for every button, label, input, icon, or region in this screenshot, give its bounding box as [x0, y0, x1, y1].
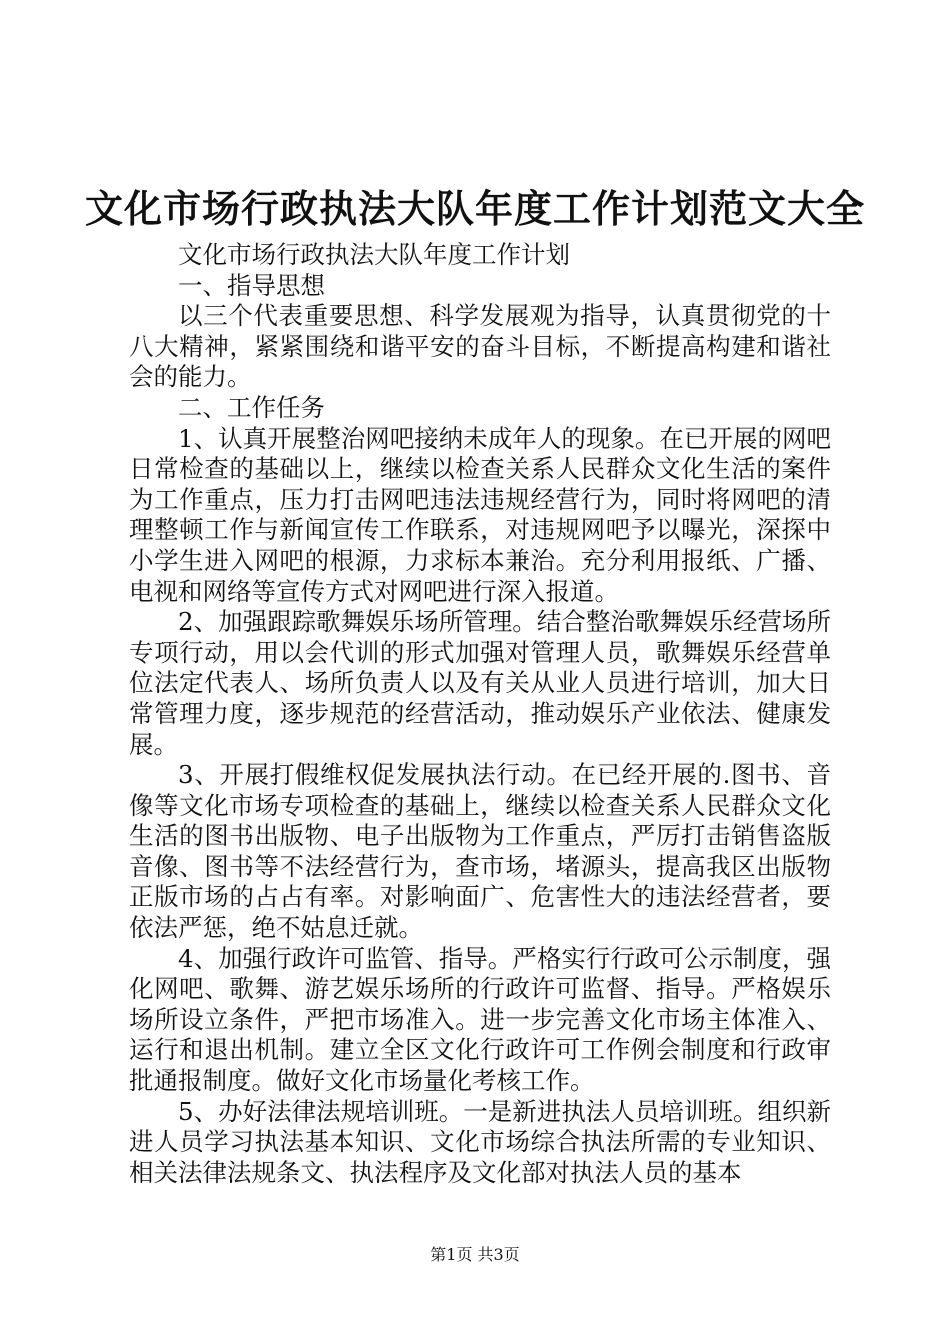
task-paragraph-2: 2、加强跟踪歌舞娱乐场所管理。结合整治歌舞娱乐经营场所专项行动，用以会代训的形式加强对管理人员，歌舞娱乐经营单位法定代表人、场所负责人以及有关从业人员进行培训，加大日常管理力度，逐步规范的经营活动，推动娱乐产业依法、健康发展。 [129, 607, 831, 759]
task-paragraph-3: 3、开展打假维权促发展执法行动。在已经开展的.图书、音像等文化市场专项检查的基础上，继续以检查关系人民群众文化生活的图书出版物、电子出版物为工作重点，严厉打击销售盗版音像、图书等不法经营行为，查市场，堵源头，提高我区出版物正版市场的占占有率。对影响面广、危害性大的违法经营者，要依法严惩，绝不姑息迁就。 [129, 760, 831, 943]
section-heading-guiding-ideology: 一、指导思想 [178, 270, 325, 300]
task-paragraph-1: 1、认真开展整治网吧接纳未成年人的现象。在已开展的网吧日常检查的基础以上，继续以检查关系人民群众文化生活的案件为工作重点，压力打击网吧违法违规经营行为，同时将网吧的清理整顿工作与新闻宣传工作联系，对违规网吧予以曝光，深探中小学生进入网吧的根源，力求标本兼治。充分利用报纸、广播、电视和网络等宣传方式对网吧进行深入报道。 [129, 423, 831, 606]
page-number-footer: 第1页 共3页 [430, 1245, 520, 1264]
subtitle-paragraph: 文化市场行政执法大队年度工作计划 [178, 240, 570, 269]
task-paragraph-4: 4、加强行政许可监管、指导。严格实行行政可公示制度，强化网吧、歌舞、游艺娱乐场所的行政许可监督、指导。严格娱乐场所设立条件，严把市场准入。进一步完善文化市场主体准入、运行和退出机制。建立全区文化行政许可工作例会制度和行政审批通报制度。做好文化市场量化考核工作。 [129, 943, 831, 1096]
document-title: 文化市场行政执法大队年度工作计划范文大全 [84, 186, 865, 231]
document-body [129, 240, 831, 1188]
body-paragraph: 以三个代表重要思想、科学发展观为指导，认真贯彻党的十八大精神，紧紧围绕和谐平安的奋斗目标，不断提高构建和谐社会的能力。 [129, 301, 831, 392]
task-paragraph-5: 5、办好法律法规培训班。一是新进执法人员培训班。组织新进人员学习执法基本知识、文化市场综合执法所需的专业知识、相关法律法规条文、执法程序及文化部对执法人员的基本 [129, 1096, 831, 1187]
section-heading-work-tasks: 二、工作任务 [178, 392, 325, 422]
